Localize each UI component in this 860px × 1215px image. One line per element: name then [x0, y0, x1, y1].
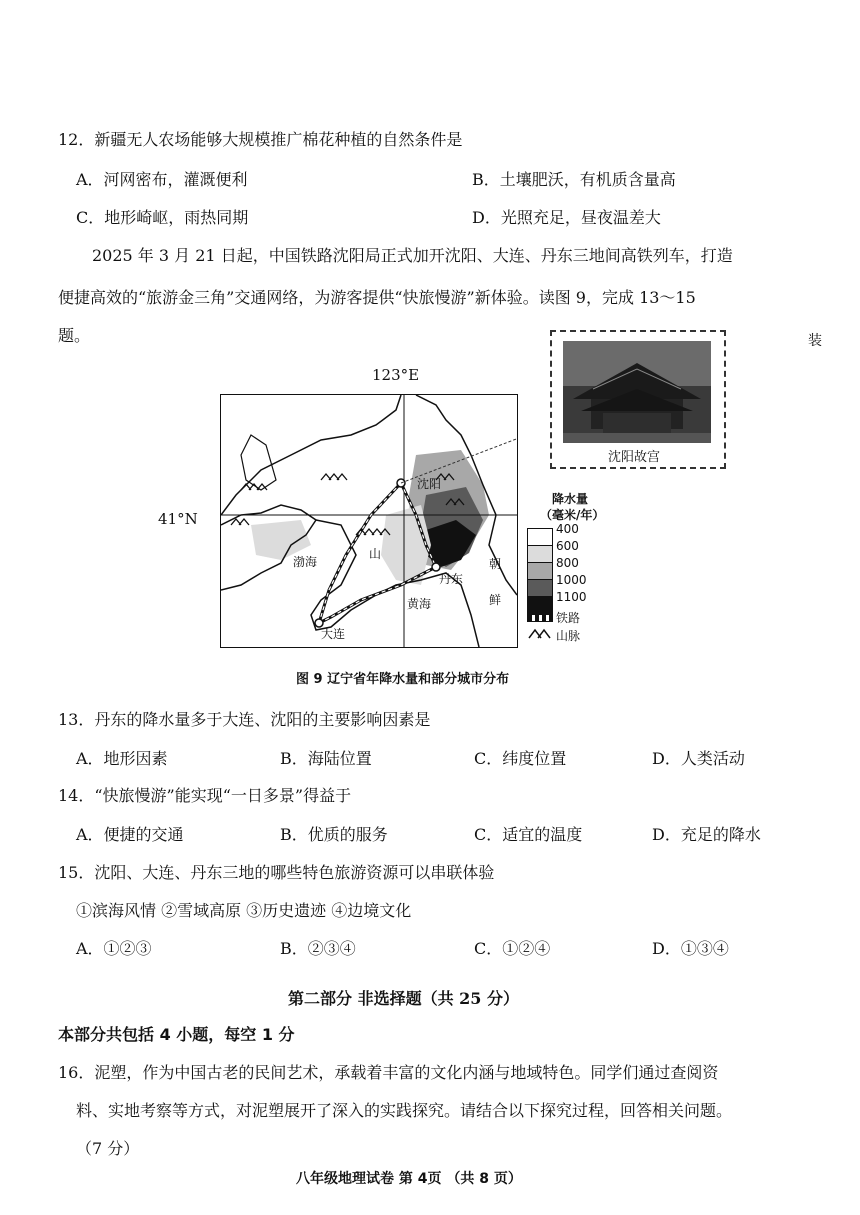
q12-option-c: C．地形崎岖，雨热同期 [76, 208, 249, 227]
q13-option-d: D．人类活动 [652, 749, 745, 768]
label-chao: 朝 [489, 557, 502, 571]
legend-railway-label: 铁路 [556, 611, 581, 625]
q16-line-2: 料、实地考察等方式，对泥塑展开了深入的实践探究。请结合以下探究过程，回答相关问题。 [76, 1101, 733, 1120]
q16-line-1: 16．泥塑，作为中国古老的民间艺术，承载着丰富的文化内涵与地域特色。同学们通过查阅资 [58, 1063, 719, 1082]
label-dalian: 大连 [321, 627, 346, 641]
figure-caption: 图 9 辽宁省年降水量和部分城市分布 [296, 672, 510, 687]
q14-option-a: A．便捷的交通 [76, 825, 184, 844]
label-xian: 鲜 [489, 593, 502, 607]
q14-option-b: B．优质的服务 [280, 825, 388, 844]
legend-label-400: 400 [556, 522, 579, 536]
legend-mountain-label: 山脉 [556, 629, 581, 643]
label-dandong: 丹东 [439, 572, 464, 586]
photo-inset [550, 330, 726, 469]
legend-label-1000: 1000 [556, 573, 587, 587]
latitude-label: 41°N [158, 510, 198, 528]
page-footer: 八年级地理试卷 第 4页 （共 8 页） [296, 1171, 522, 1187]
label-shenyang: 沈阳 [417, 477, 442, 491]
q12-option-b: B．土壤肥沃，有机质含量高 [472, 170, 676, 189]
legend-swatch-1000 [527, 579, 553, 597]
legend-title: 降水量 [552, 492, 589, 506]
legend-swatch-600 [527, 545, 553, 563]
q12-stem: 12．新疆无人农场能够大规模推广棉花种植的自然条件是 [58, 130, 463, 149]
label-huanghai: 黄海 [407, 597, 432, 611]
label-bohai: 渤海 [293, 555, 318, 569]
label-shan: 山 [369, 547, 382, 561]
legend-label-1100: 1100 [556, 590, 587, 604]
q12-option-a: A．河网密布，灌溉便利 [76, 170, 248, 189]
q14-option-d: D．充足的降水 [652, 825, 761, 844]
part2-note: 本部分共包括 4 小题，每空 1 分 [58, 1025, 295, 1044]
q13-option-a: A．地形因素 [76, 749, 168, 768]
q15-option-c: C．①②④ [474, 939, 551, 958]
legend-mountain-icon [527, 626, 551, 640]
q16-line-3: （7 分） [76, 1139, 140, 1158]
q12-option-d: D．光照充足，昼夜温差大 [472, 208, 661, 227]
part2-title: 第二部分 非选择题（共 25 分） [288, 989, 519, 1008]
legend-swatch-400 [527, 528, 553, 546]
legend-label-800: 800 [556, 556, 579, 570]
map-drawing [221, 395, 517, 647]
q15-option-b: B．②③④ [280, 939, 356, 958]
q15-stem: 15．沈阳、大连、丹东三地的哪些特色旅游资源可以串联体验 [58, 863, 495, 882]
shenyang-palace-photo [563, 341, 711, 443]
margin-binding-mark: 装 [808, 333, 822, 349]
legend-label-600: 600 [556, 539, 579, 553]
intro-line-3: 题。 [58, 326, 91, 345]
q14-stem: 14．“快旅慢游”能实现“一日多景”得益于 [58, 786, 352, 805]
intro-line-2: 便捷高效的“旅游金三角”交通网络，为游客提供“快旅慢游”新体验。读图 9，完成 13～15 [58, 288, 696, 307]
q13-option-b: B．海陆位置 [280, 749, 372, 768]
q13-option-c: C．纬度位置 [474, 749, 567, 768]
q15-option-d: D．①③④ [652, 939, 729, 958]
west-region-outline [241, 435, 276, 490]
photo-caption: 沈阳故宫 [608, 450, 661, 465]
q13-stem: 13．丹东的降水量多于大连、沈阳的主要影响因素是 [58, 710, 431, 729]
q15-items: ①滨海风情 ②雪域高原 ③历史遗迹 ④边境文化 [76, 901, 412, 920]
longitude-label: 123°E [372, 366, 420, 384]
legend-swatch-1100 [527, 596, 553, 614]
liaoning-map [220, 394, 518, 648]
northwest-border [221, 395, 401, 515]
legend-railway-swatch [527, 614, 553, 622]
legend-unit: （毫米/年） [540, 508, 605, 522]
intro-line-1: 2025 年 3 月 21 日起，中国铁路沈阳局正式加开沈阳、大连、丹东三地间高铁列车，打造 [92, 246, 733, 265]
q15-option-a: A．①②③ [76, 939, 152, 958]
q14-option-c: C．适宜的温度 [474, 825, 583, 844]
legend-swatch-800 [527, 562, 553, 580]
